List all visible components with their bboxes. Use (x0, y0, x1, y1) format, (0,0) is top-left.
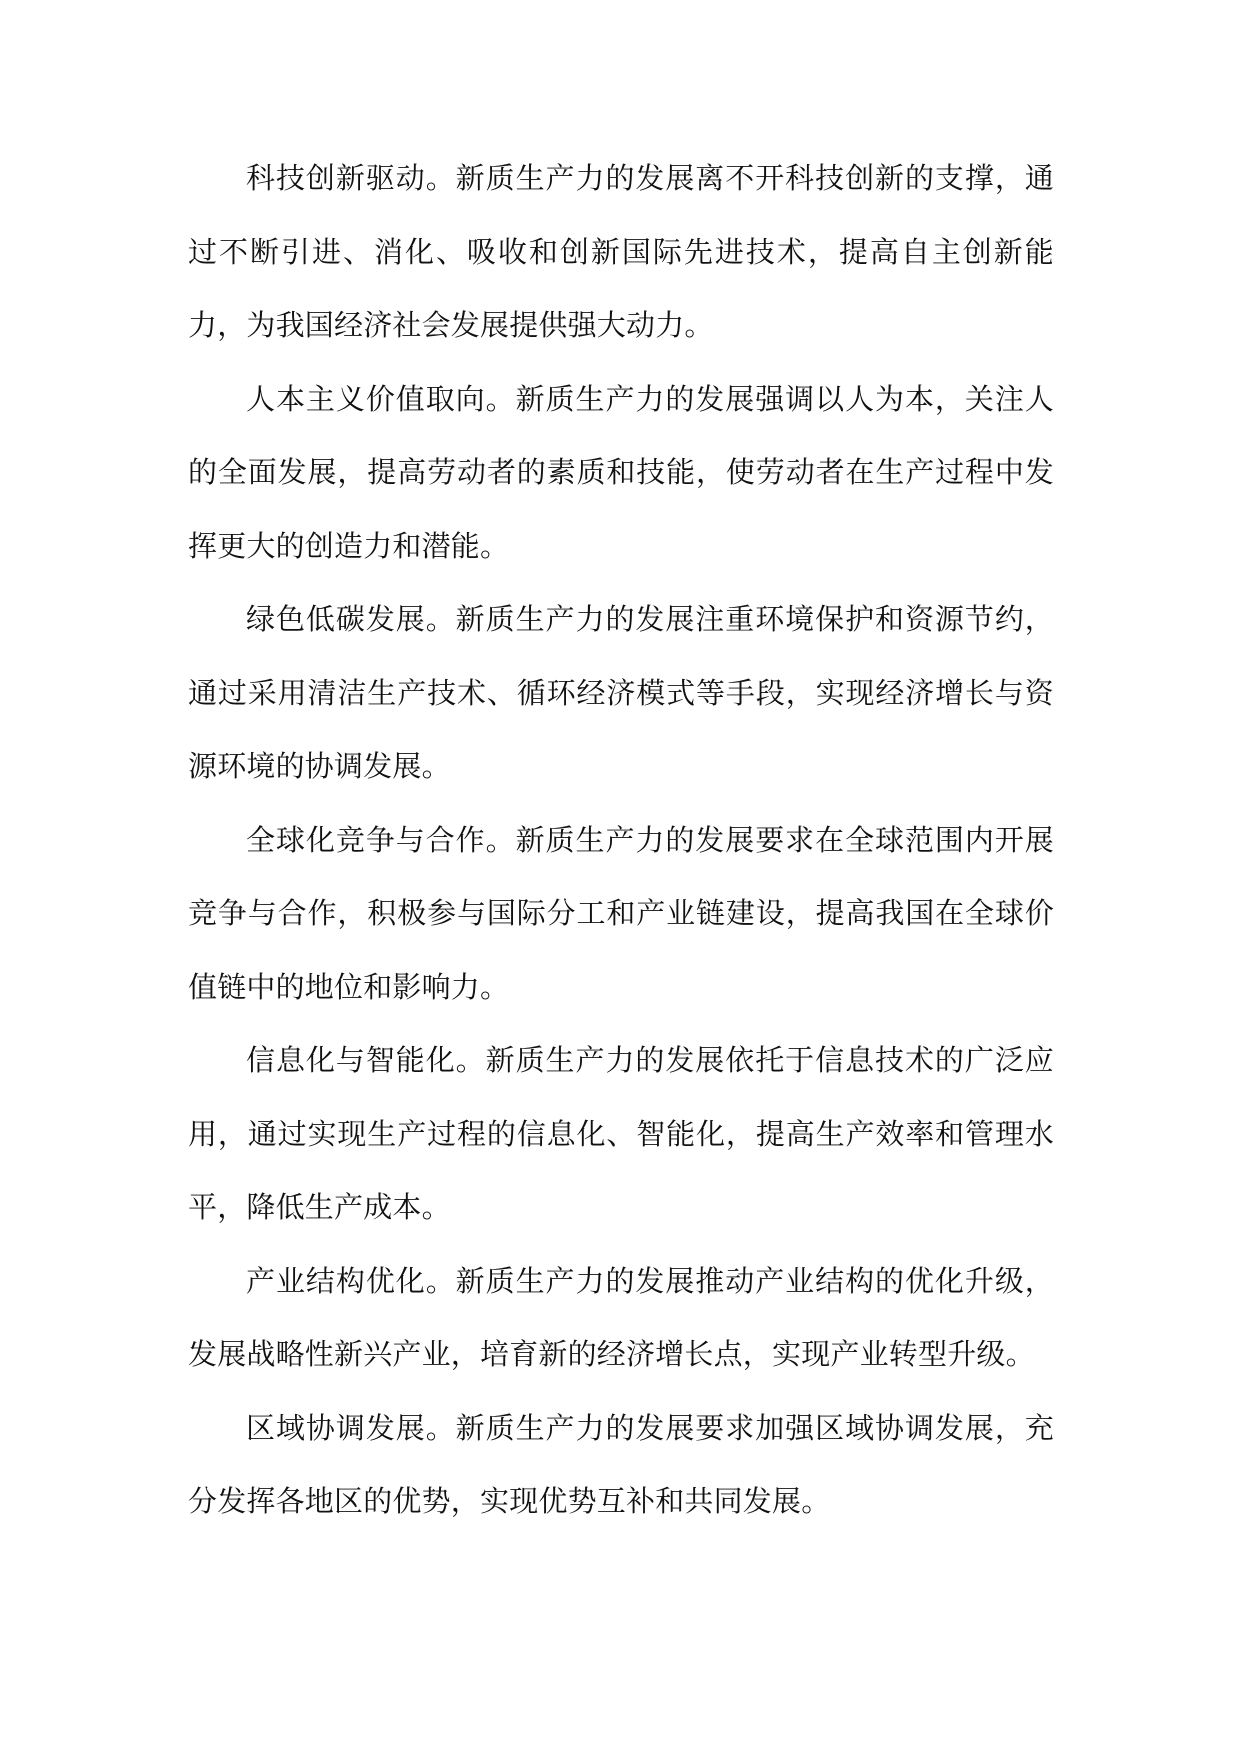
paragraph-globalization: 全球化竞争与合作。新质生产力的发展要求在全球范围内开展竞争与合作，积极参与国际分工和产业链建设，提高我国在全球价值链中的地位和影响力。 (188, 822, 1054, 1004)
document-body (188, 142, 1054, 1539)
paragraph-humanism: 人本主义价值取向。新质生产力的发展强调以人为本，关注人的全面发展，提高劳动者的素质和技能，使劳动者在生产过程中发挥更大的创造力和潜能。 (188, 381, 1054, 563)
paragraph-tech-innovation: 科技创新驱动。新质生产力的发展离不开科技创新的支撑，通过不断引进、消化、吸收和创新国际先进技术，提高自主创新能力，为我国经济社会发展提供强大动力。 (188, 161, 1054, 342)
paragraph-green-development: 绿色低碳发展。新质生产力的发展注重环境保护和资源节约，通过采用清洁生产技术、循环经济模式等手段，实现经济增长与资源环境的协调发展。 (188, 602, 1054, 783)
paragraph-informatization: 信息化与智能化。新质生产力的发展依托于信息技术的广泛应用，通过实现生产过程的信息化、智能化，提高生产效率和管理水平，降低生产成本。 (188, 1043, 1054, 1224)
paragraph-regional-coordination: 区域协调发展。新质生产力的发展要求加强区域协调发展，充分发挥各地区的优势，实现优势互补和共同发展。 (188, 1410, 1054, 1518)
paragraph-industrial-structure: 产业结构优化。新质生产力的发展推动产业结构的优化升级，发展战略性新兴产业，培育新的经济增长点，实现产业转型升级。 (188, 1263, 1054, 1371)
